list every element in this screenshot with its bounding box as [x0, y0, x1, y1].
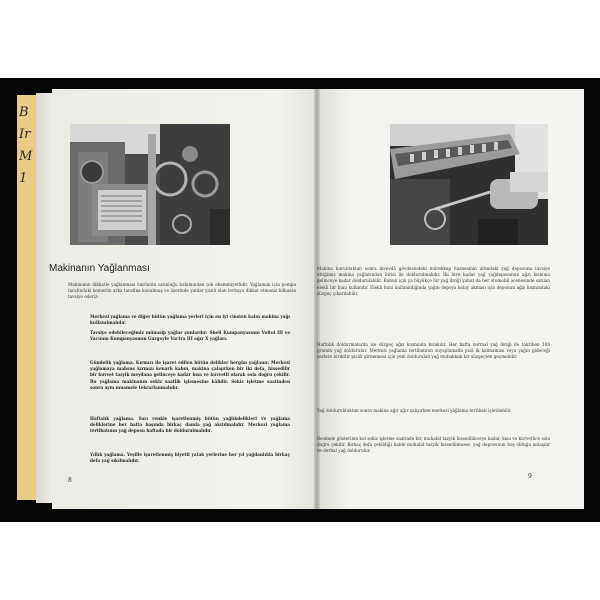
margin-scribble: M — [19, 149, 33, 164]
machine-photo-right — [390, 124, 548, 245]
margin-scribble: Ir — [19, 127, 31, 142]
page-number-right: 9 — [528, 473, 532, 480]
intro-paragraph: Makinanın dikkatle yağlanması ömrünün uzunluğu bakımından çok ehemmiyetlidir. Yağlamak için pompa tarafındaki kemerlin arka tarafına konulmuş ve üzerinde şunlar yazılı olan levhaya dikkat etmeniz bilhassa tavsiye ederiz: — [68, 282, 296, 300]
oil-note-paragraph: Merkezi yağlama ve diğer bütün yağlama yerleri için en iyi cinsten kalın makina yağı kullanılmalıdır. — [90, 314, 290, 326]
margin-scribble: 1 — [19, 171, 28, 186]
right-paragraph-4: Resimde gösterilen kol sekiz işletme saatinde bir, muhabil tazyik hissedilinceye kadar, kısa ve kuvvetlice sola doğru çekilir. Birkaç defa çekildiği halde muhabil tazyik hissedilmezse, yağ deposunun boş olduğu anlaşılır ve derhal yağ doldurulur. — [317, 436, 550, 454]
page-heading: Makinanın Yağlanması — [49, 263, 150, 274]
weekly-oiling-paragraph: Haftalık yağlama. Sarı renkle işaretlenmiş bütün yağlıkdelikleri ve yağlama deliklerine her hafta başında birkaç damla yağ akıtılmalıdır. Merkezi yağlama tertibatının yağ deposu haftada bir doldurulmalıdır. — [90, 416, 290, 434]
right-paragraph-3: Yağ doldurulduktan sonra makina ağır ağır çalışırken merkezi yağlama tertibatı işletilebilir. — [317, 408, 512, 413]
yearly-oiling-paragraph: Yıllık yağlama. Yeşille işaretlenmiş hiyetli yatak yerlerine her yıl yağdanlıkla birkaç defa yağ sıkılmalıdır. — [90, 452, 290, 464]
machine-photo-left — [70, 124, 230, 245]
yellow-cover-edge — [17, 95, 36, 500]
margin-scribble: B — [19, 105, 29, 120]
page-number-left: 8 — [68, 477, 72, 484]
daily-oiling-paragraph: Gündelik yağlama. Kırmızı ile işaret edilen bütün delikler hergün yağlanır. Merkezi yağlamaya mahsus kırmızı kenarlı kabın, makina çalışırken bir iki defa, hissedilir bir kuvvet tazyik meydana gelinceye kadar kısa ve kuvvetli olarak sola doğru çekilir. Bu yağlama makinanın sekiz saatlik işlemesine kâfidir. Sekiz işletme saatinden sonra aynı muamele tekrarlanmalıdır. — [90, 360, 290, 390]
right-paragraph-1: Makina kurulduktan sonra ikvevdâ gövdesindeki mürekkep haznesinin altındaki yağ deposuna tavsiye ettiğimiz makina yağlarından birisi ile doldurulmalıdır. İki litre kadar yağ yağdeposunun ağzı kısmına gelinceye kadar doldurulabilir. Bunun için ya büyükçe bir yağ ibriği yahut da her otomobil acenesinde satılan elekli bir huni kullanılır. Elekli huni kullanıldığında yağın depoya kolay akması için deponun ağzı kısmındaki süzgeç çıkarılabilir. — [317, 266, 550, 296]
oil-brands-paragraph: Tavsiye edebileceğimiz münasip yağlar şunlardır: Shell Kumpanyasının Voltol III ve Vacuum Kumpanyasının Gargoyle Vactra III ağır X yağları. — [90, 330, 290, 342]
right-paragraph-2: Haftalık doldurmalarda ise süzgeç ağız kısmında bırakılır. Her hafta normal yağ ibriği ile takriben 100 gramm yağ doldurulur. Merkezi yağlama tertibatının suyaplamada pisâ ik kalmaması veya yağın gideceği yerlere birikttir pisâk girmemesi için yeni doldurulan yağ muhakkak bir süzgeçten geçmelidir. — [317, 342, 550, 360]
